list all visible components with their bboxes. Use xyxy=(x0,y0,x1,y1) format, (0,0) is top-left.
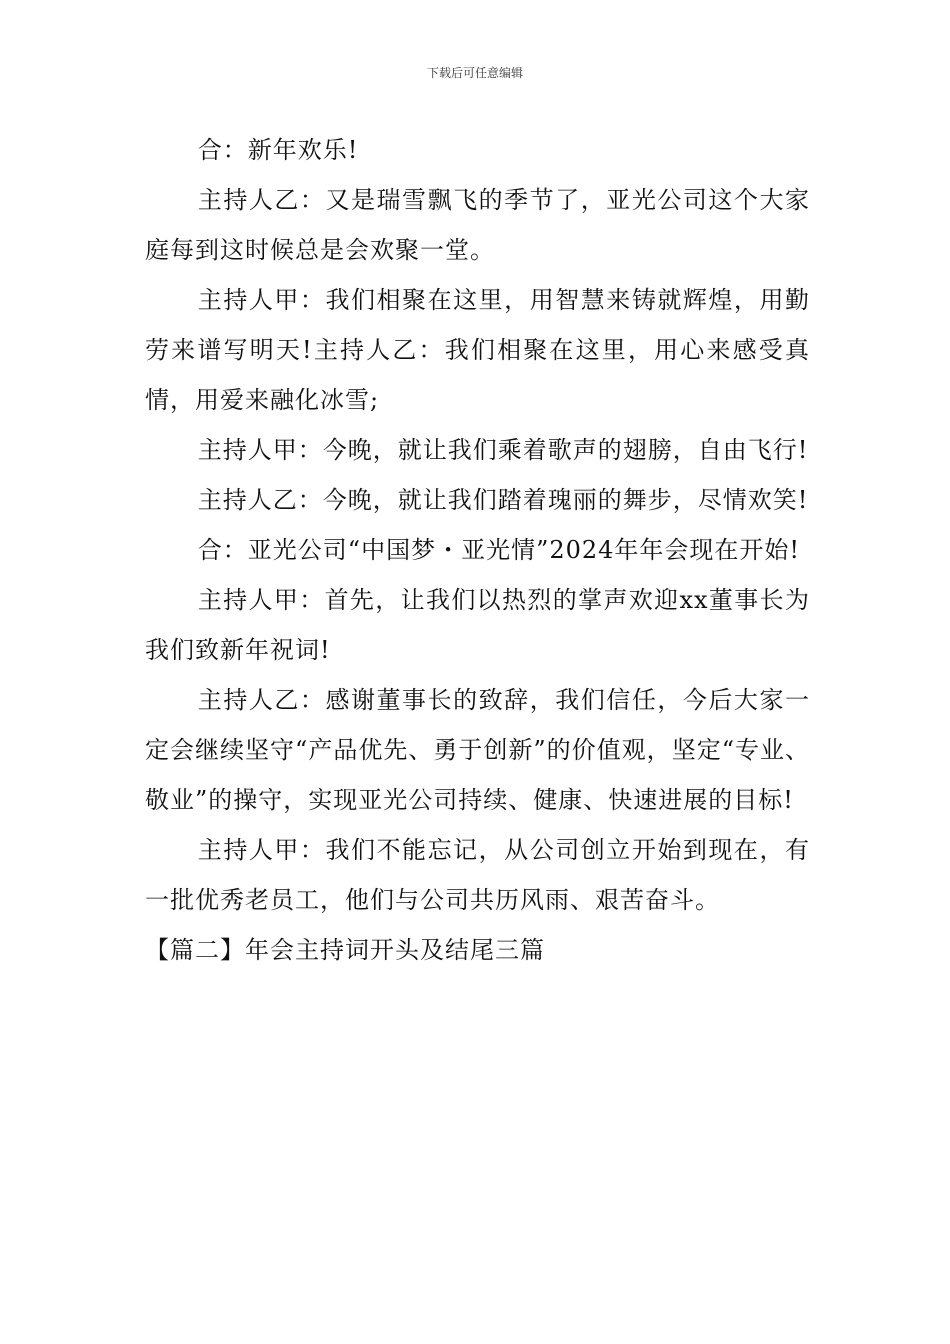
paragraph-host-a-2: 主持人甲：今晚，就让我们乘着歌声的翅膀，自由飞行! xyxy=(197,436,809,464)
paragraph-host-b-2: 主持人乙：今晚，就让我们踏着瑰丽的舞步，尽情欢笑! xyxy=(197,486,809,514)
document-body xyxy=(145,125,810,975)
section-title: 【篇二】年会主持词开头及结尾三篇 xyxy=(145,936,545,964)
paragraph-host-b-3: 主持人乙：感谢董事长的致辞，我们信任，今后大家一定会继续坚守“产品优先、勇于创新”的价值观，坚定“专业、敬业”的操守，实现亚光公司持续、健康、快速进展的目标! xyxy=(145,686,810,814)
paragraph-host-a-b-1: 主持人甲：我们相聚在这里，用智慧来铸就辉煌，用勤劳来谱写明天!主持人乙：我们相聚在这里，用心来感受真情，用爱来融化冰雪; xyxy=(145,286,810,414)
paragraph-host-a-4: 主持人甲：我们不能忘记，从公司创立开始到现在，有一批优秀老员工，他们与公司共历风雨、艰苦奋斗。 xyxy=(145,836,810,914)
paragraph-chorus-opening: 合：亚光公司“中国梦・亚光情”2024年年会现在开始! xyxy=(197,536,801,564)
paragraph-chorus-greeting: 合：新年欢乐! xyxy=(197,136,359,164)
paragraph-host-a-3: 主持人甲：首先，让我们以热烈的掌声欢迎xx董事长为我们致新年祝词! xyxy=(145,586,810,664)
paragraph-host-b-1: 主持人乙：又是瑞雪飘飞的季节了，亚光公司这个大家庭每到这时候总是会欢聚一堂。 xyxy=(145,186,810,264)
page-header-note: 下载后可任意编辑 xyxy=(426,66,523,80)
